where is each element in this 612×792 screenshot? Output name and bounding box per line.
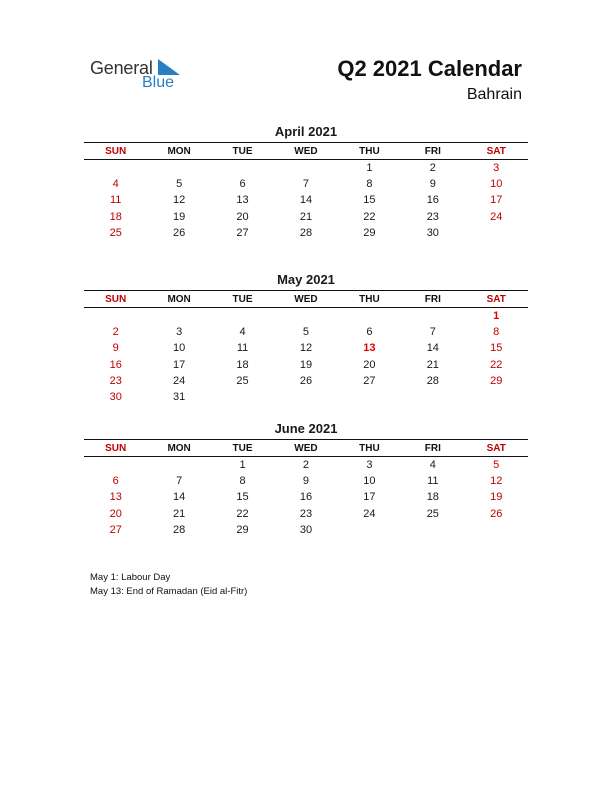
day-cell: 5 (302, 326, 310, 339)
day-cell: 5 (493, 459, 500, 471)
day-cell: 19 (173, 210, 186, 223)
day-cell (211, 160, 274, 176)
day-cell: 15 (236, 491, 249, 504)
day-cell: 13 (363, 342, 376, 355)
day-cell: 4 (239, 326, 246, 339)
day-cell: 3 (176, 326, 183, 339)
day-cell: 8 (366, 178, 373, 191)
day-cell: 13 (236, 194, 249, 207)
day-cell: 15 (490, 342, 503, 355)
month-block (84, 421, 528, 538)
day-cell: 16 (299, 491, 313, 504)
day-cell: 17 (490, 194, 503, 207)
day-cell: 14 (173, 491, 186, 504)
day-cell: 22 (490, 358, 503, 371)
weekday-header: TUE (232, 442, 253, 454)
day-cell: 26 (490, 507, 503, 520)
day-cell: 2 (429, 162, 436, 174)
day-cell: 7 (176, 475, 183, 488)
day-cell (147, 308, 210, 324)
weekday-header: TUE (232, 145, 253, 157)
day-cell: 20 (109, 507, 122, 520)
day-cell: 25 (426, 507, 439, 520)
day-cell: 29 (490, 374, 503, 387)
day-cell (211, 308, 274, 324)
day-cell: 17 (173, 358, 186, 371)
day-cell: 4 (429, 459, 436, 471)
day-cell: 23 (109, 374, 122, 387)
weekday-header: MON (167, 293, 191, 305)
week-row (84, 308, 528, 324)
week-row (84, 522, 528, 538)
holiday-notes (90, 571, 247, 599)
day-cell: 8 (493, 326, 500, 339)
day-cell (84, 160, 147, 176)
weekday-header: THU (359, 145, 380, 157)
country-name: Bahrain (466, 86, 522, 103)
weekday-header: FRI (424, 145, 441, 157)
day-cell: 28 (173, 523, 186, 536)
day-cell: 7 (302, 178, 310, 191)
day-cell: 31 (173, 390, 186, 403)
month-title: April 2021 (274, 124, 338, 139)
day-cell: 27 (109, 523, 122, 536)
weekday-header: THU (359, 442, 380, 454)
week-row (84, 489, 528, 505)
day-cell: 23 (426, 210, 439, 223)
day-cell: 16 (426, 194, 439, 207)
day-cell: 11 (110, 194, 122, 207)
week-row (84, 473, 528, 489)
weekday-header: MON (167, 442, 191, 454)
month-title: May 2021 (277, 272, 335, 287)
weekday-header: TUE (232, 293, 253, 305)
day-cell (401, 308, 464, 324)
day-cell: 1 (493, 310, 500, 322)
day-cell (401, 522, 464, 538)
day-cell: 22 (236, 507, 249, 520)
day-cell: 26 (173, 226, 186, 239)
day-cell (147, 160, 210, 176)
day-cell: 18 (426, 491, 439, 504)
day-cell: 29 (363, 226, 376, 239)
logo-text-blue: Blue (142, 74, 175, 91)
day-cell: 9 (429, 178, 436, 191)
day-cell: 29 (236, 523, 249, 536)
weekday-header: SAT (486, 293, 506, 305)
week-row (84, 324, 528, 340)
day-cell: 9 (112, 342, 119, 355)
logo-triangle-icon (158, 59, 180, 75)
day-cell (84, 308, 147, 324)
day-cell (465, 522, 528, 538)
month-title: June 2021 (274, 421, 338, 436)
weekday-header-row (84, 290, 528, 308)
week-row (84, 373, 528, 389)
weekday-header: WED (294, 145, 318, 157)
day-cell (211, 389, 274, 405)
day-cell (401, 389, 464, 405)
week-row (84, 176, 528, 192)
holiday-note: May 13: End of Ramadan (Eid al-Fitr) (90, 586, 248, 597)
day-cell: 13 (109, 491, 122, 504)
day-cell: 18 (236, 358, 249, 371)
day-cell (338, 389, 401, 405)
weekday-header-row (84, 439, 528, 457)
day-cell: 30 (299, 523, 313, 536)
day-cell: 28 (299, 226, 313, 239)
day-cell: 21 (299, 210, 313, 223)
day-cell (274, 389, 337, 405)
day-cell (84, 457, 147, 473)
day-cell: 6 (112, 475, 119, 488)
page-title: Q2 2021 Calendar (337, 56, 522, 81)
day-cell: 20 (363, 358, 376, 371)
day-cell: 2 (302, 459, 310, 471)
weekday-header: SUN (105, 442, 127, 454)
logo-text-general: General (90, 58, 153, 78)
day-cell: 14 (299, 194, 313, 207)
day-cell: 1 (239, 459, 246, 471)
day-cell: 18 (109, 210, 122, 223)
weekday-header: SAT (486, 442, 506, 454)
day-cell: 26 (299, 374, 313, 387)
weekday-header: SUN (105, 293, 127, 305)
logo (90, 56, 190, 96)
day-cell: 10 (363, 475, 376, 488)
day-cell: 10 (490, 178, 503, 191)
day-cell: 12 (299, 342, 313, 355)
day-cell: 30 (109, 390, 122, 403)
day-cell: 5 (176, 178, 183, 191)
day-cell: 25 (236, 374, 249, 387)
month-block (84, 272, 528, 405)
week-row (84, 192, 528, 208)
day-cell: 6 (366, 326, 373, 339)
month-block (84, 124, 528, 241)
day-cell: 15 (363, 194, 376, 207)
day-cell: 3 (493, 162, 500, 174)
day-cell: 11 (427, 475, 439, 488)
week-row (84, 160, 528, 176)
day-cell: 12 (490, 475, 503, 488)
day-cell: 27 (363, 374, 376, 387)
week-row (84, 225, 528, 241)
weekday-header: THU (359, 293, 380, 305)
day-cell: 19 (490, 491, 503, 504)
day-cell: 23 (299, 507, 313, 520)
day-cell: 1 (366, 162, 373, 174)
weekday-header: SUN (105, 145, 127, 157)
weekday-header: MON (167, 145, 191, 157)
day-cell: 16 (109, 358, 122, 371)
day-cell (338, 308, 401, 324)
day-cell (274, 308, 337, 324)
day-cell: 14 (426, 342, 439, 355)
weekday-header: WED (294, 442, 318, 454)
day-cell (147, 457, 210, 473)
day-cell: 22 (363, 210, 376, 223)
day-cell: 3 (366, 459, 373, 471)
week-row (84, 389, 528, 405)
holiday-note: May 1: Labour Day (90, 572, 171, 583)
weekday-header: WED (294, 293, 318, 305)
day-cell: 9 (302, 475, 310, 488)
day-cell: 6 (239, 178, 246, 191)
day-cell: 19 (299, 358, 313, 371)
day-cell: 11 (236, 342, 249, 355)
day-cell: 17 (363, 491, 376, 504)
day-cell (338, 522, 401, 538)
weekday-header-row (84, 142, 528, 160)
day-cell: 21 (426, 358, 439, 371)
day-cell (465, 389, 528, 405)
day-cell: 10 (173, 342, 186, 355)
day-cell: 21 (173, 507, 186, 520)
day-cell: 12 (173, 194, 186, 207)
day-cell: 28 (426, 374, 439, 387)
week-row (84, 457, 528, 473)
weekday-header: FRI (424, 293, 441, 305)
week-row (84, 357, 528, 373)
day-cell: 20 (236, 210, 249, 223)
day-cell: 7 (429, 326, 436, 339)
week-row (84, 506, 528, 522)
day-cell: 27 (236, 226, 249, 239)
day-cell: 30 (426, 226, 439, 239)
weekday-header: SAT (486, 145, 506, 157)
day-cell: 24 (363, 507, 376, 520)
week-row (84, 209, 528, 225)
day-cell: 8 (239, 475, 246, 488)
day-cell (465, 225, 528, 241)
day-cell: 24 (173, 374, 186, 387)
day-cell: 24 (490, 210, 503, 223)
day-cell: 2 (112, 326, 119, 339)
weekday-header: FRI (424, 442, 441, 454)
day-cell (274, 160, 337, 176)
day-cell: 25 (109, 226, 122, 239)
day-cell: 4 (112, 178, 119, 191)
week-row (84, 340, 528, 356)
